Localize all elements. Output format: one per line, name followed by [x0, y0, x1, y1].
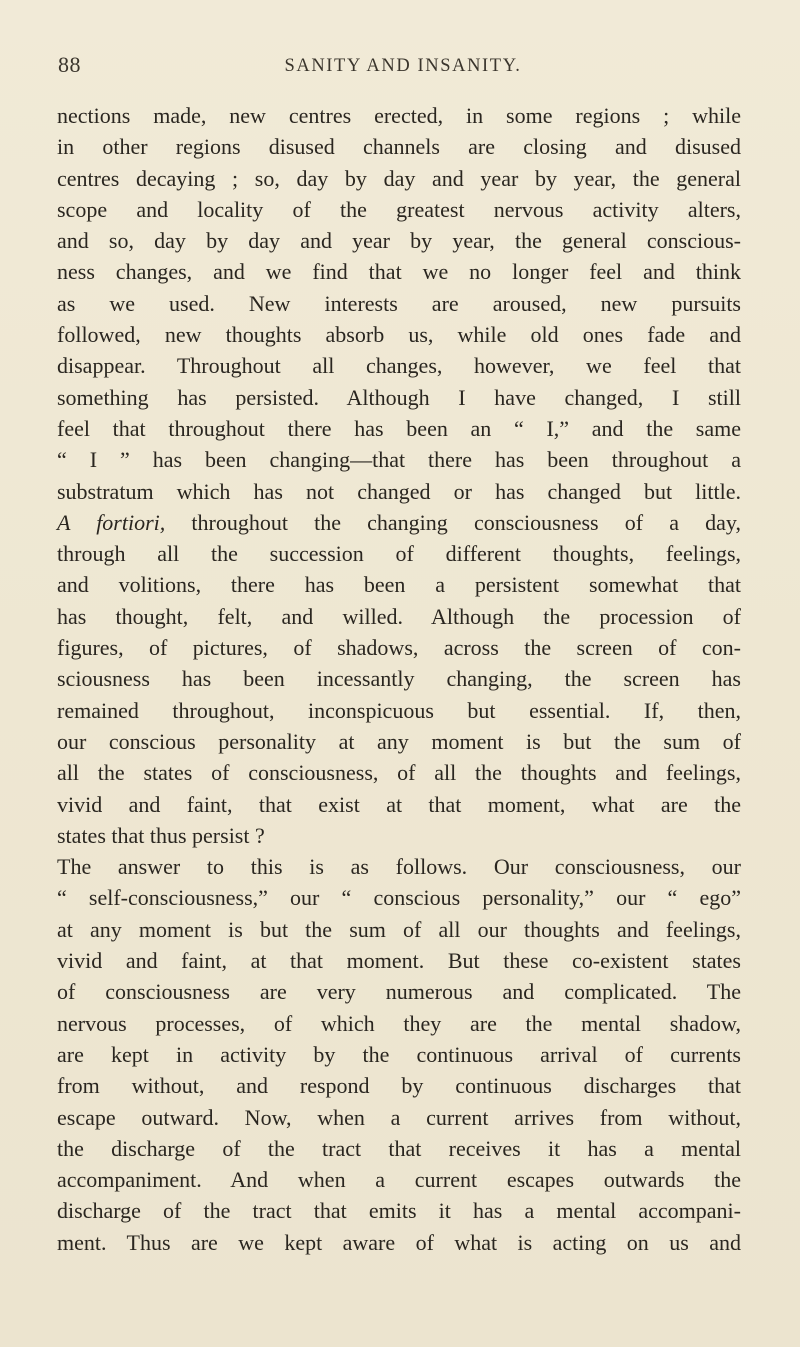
text-line: feel that throughout there has been an “ I,” and the same	[57, 415, 741, 441]
text-line: the discharge of the tract that receives it has a mental	[57, 1135, 741, 1161]
text-line: from without, and respond by continuous discharges that	[57, 1073, 741, 1099]
text-line-rest: throughout the changing consciousness of a day,	[191, 509, 741, 535]
body-text	[57, 100, 741, 1258]
text-line: accompaniment. And when a current escapes outwards the	[57, 1167, 741, 1193]
text-line: all the states of consciousness, of all the thoughts and feelings,	[57, 760, 741, 786]
text-line: ness changes, and we find that we no longer feel and think	[57, 259, 741, 285]
text-line: vivid and faint, that exist at that moment, what are the	[57, 791, 741, 817]
text-line: sciousness has been incessantly changing, the screen has	[57, 666, 741, 692]
text-line: vivid and faint, at that moment. But these co-existent states	[57, 948, 741, 974]
text-line: at any moment is but the sum of all our thoughts and feelings,	[57, 916, 741, 942]
running-title: SANITY AND INSANITY.	[284, 56, 522, 76]
text-line: ment. Thus are we kept aware of what is acting on us and	[57, 1229, 741, 1255]
text-line: through all the succession of different thoughts, feelings,	[57, 541, 741, 567]
text-line: has thought, felt, and willed. Although the procession of	[57, 603, 741, 629]
text-line: escape outward. Now, when a current arrives from without,	[57, 1104, 741, 1130]
text-line: of consciousness are very numerous and complicated. The	[57, 979, 741, 1005]
text-line: figures, of pictures, of shadows, across the screen of con-	[57, 635, 741, 661]
text-line: nections made, new centres erected, in some regions ; while	[57, 103, 741, 128]
text-line: substratum which has not changed or has changed but little.	[57, 478, 741, 504]
text-line: remained throughout, inconspicuous but essential. If, then,	[57, 697, 741, 723]
text-line: in other regions disused channels are closing and disused	[57, 134, 741, 160]
text-line: and so, day by day and year by year, the general conscious-	[57, 228, 741, 254]
text-line: nervous processes, of which they are the mental shadow,	[57, 1010, 741, 1036]
text-line: disappear. Throughout all changes, however, we feel that	[57, 353, 741, 379]
text-line: our conscious personality at any moment is but the sum of	[57, 728, 741, 754]
italic-phrase: A fortiori,	[57, 509, 166, 535]
text-line: states that thus persist ?	[57, 822, 265, 848]
text-line: scope and locality of the greatest nervous activity alters,	[57, 196, 741, 222]
text-line: something has persisted. Although I have changed, I still	[57, 384, 741, 410]
text-line: “ self-consciousness,” our “ conscious personality,” our “ ego”	[57, 885, 741, 911]
text-line: as we used. New interests are aroused, new pursuits	[57, 290, 741, 316]
page-number: 88	[58, 52, 81, 77]
text-line: and volitions, there has been a persistent somewhat that	[57, 572, 741, 598]
text-line: followed, new thoughts absorb us, while old ones fade and	[57, 322, 741, 348]
text-line-with-italic	[57, 507, 741, 538]
running-head	[58, 52, 748, 82]
text-line: “ I ” has been changing—that there has been throughout a	[57, 447, 741, 473]
text-line: discharge of the tract that emits it has a mental accompani-	[57, 1198, 741, 1224]
text-line: The answer to this is as follows. Our consciousness, our	[57, 854, 741, 880]
text-line: centres decaying ; so, day by day and year by year, the general	[57, 165, 741, 191]
text-line: are kept in activity by the continuous arrival of currents	[57, 1041, 741, 1067]
